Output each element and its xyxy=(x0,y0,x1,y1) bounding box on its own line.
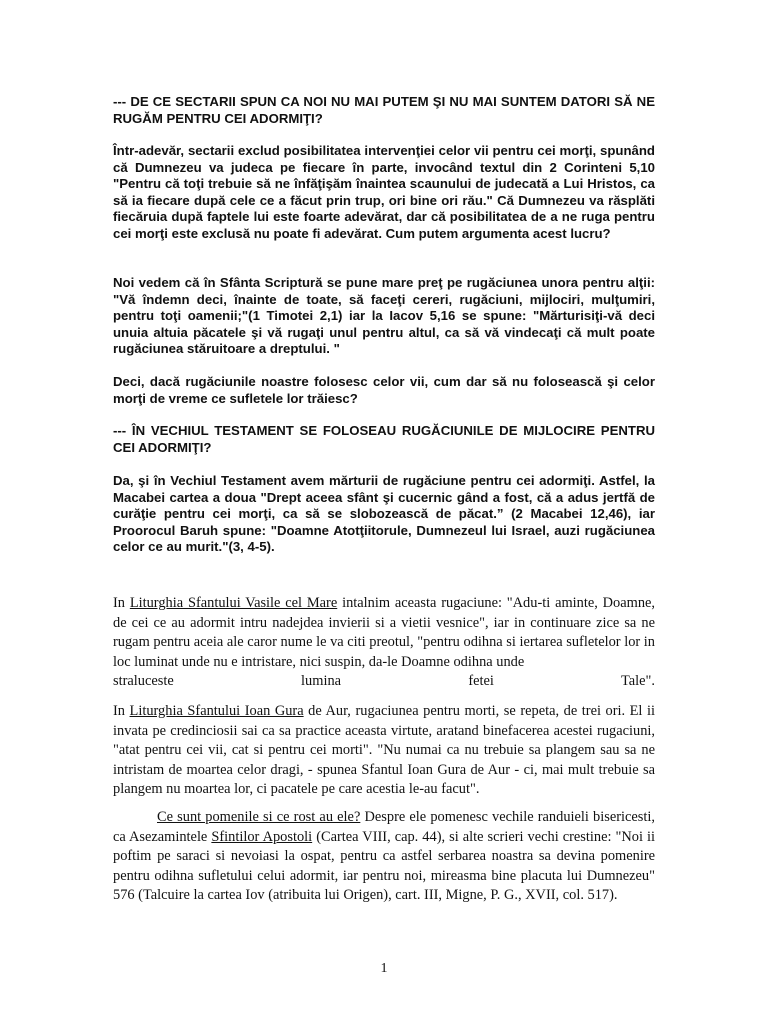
paragraph-liturgy-john: In Liturghia Sfantului Ioan Gura de Aur, rugaciunea pentru morti, se repeta, de trei ori. El ii invata pe credinciosii sai ca sa practice aceasta virtute, aratand binefacerea acestei rugaciuni, "atat pentru cei vii, cat si pentru cei morti". "Nu numai ca nu trebuie sa plangem sau sa ne intristam de moartea celor dragi, - spunea Sfantul Ioan Gura de Aur - ci, mai mult trebuie sa plangem nu moartea lor, ci pacatele pe care acestia le-au facut". xyxy=(113,703,655,798)
heading-sectarians-question: --- DE CE SECTARII SPUN CA NOI NU MAI PUTEM ŞI NU MAI SUNTEM DATORI SĂ NE RUGĂM PENTRU CEI ADORMIŢI? xyxy=(113,94,655,126)
link-liturgy-basil[interactable]: Liturghia Sfantului Vasile cel Mare xyxy=(129,595,338,611)
link-holy-apostles[interactable]: Sfintilor Apostoli xyxy=(211,828,313,845)
paragraph-living-and-dead: Deci, dacă rugăciunile noastre folosesc celor vii, cum dar să nu folosească şi celor morţi de vreme ce sufletele lor trăiesc? xyxy=(113,374,655,406)
link-liturgy-john[interactable]: Liturghia Sfantului Ioan Gura xyxy=(129,703,304,719)
paragraph-alms: Ce sunt pomenile si ce rost au ele? Despre ele pomenesc vechile randuieli bisericesti, ca Asezamintele Sfintilor Apostoli (Cartea VIII, cap. 44), si alte scrieri vechi crestine: "Noi ii poftim pe saraci si nevoiasi la ospat, pentru ca astfel serbarea noastra sa devina pomenire pentru odihna sufletului celui adormit, iar pentru noi, mireasma bine placuta lui Dumnezeu" 576 (Talcuire la cartea Iov (atribuita lui Origen), cart. III, Migne, P. G., XVII, col. 517). xyxy=(113,809,655,904)
paragraph-old-testament-answer: Da, şi în Vechiul Testament avem mărturii de rugăciune pentru cei adormiţi. Astfel, la Macabei cartea a doua "Drept aceea sfânt şi cucernic gând a fost, că a adus jertfă de curăţie pentru cei morţi, ca să se slobozească de păcat.” (2 Macabei 12,46), iar Proorocul Baruh spune: "Doamne Atotţiitorule, Dumnezeul lui Israel, auzi rugăciunea celor ce au murit."(3, 4-5). xyxy=(113,473,655,554)
page-number: 1 xyxy=(380,961,388,976)
paragraph-sectarians-argument: Într-adevăr, sectarii exclud posibilitatea intervenţiei celor vii pentru cei morţi, spunând că Dumnezeu va judeca pe fiecare în parte, invocând textul din 2 Corinteni 5,10 "Pentru că toţi trebuie să ne înfăţişăm înaintea scaunului de judecată a Lui Hristos, ca să ia fiecare după cele ce a făcut prin trup, ori bine ori rău." Că Dumnezeu va răsplăti fiecăruia după faptele lui este foarte adevărat, dar că posibilitatea de a ne ruga pentru cei morţi este exclusă nu poate fi adevărat. Cum putem argumenta acest lucru? xyxy=(113,143,655,241)
paragraph-scripture-prayer: Noi vedem că în Sfânta Scriptură se pune mare preţ pe rugăciunea unora pentru alţii: "Vă îndemn deci, înainte de toate, să faceţi cereri, rugăciuni, mijlociri, mulţumiri, pentru toţi oamenii;"(1 Timotei 2,1) iar la Iacov 5,16 se spune: "Mărturisiţi-vă deci unuia altuia păcatele şi vă rugaţi unul pentru altul, ca să vă vindecaţi că mult poate rugăciunea stăruitoare a dreptului. " xyxy=(113,275,655,356)
paragraph-liturgy-basil-last-line: straluceste lumina fetei Tale". xyxy=(113,673,655,690)
paragraph-liturgy-basil: In Liturghia Sfantului Vasile cel Mare intalnim aceasta rugaciune: "Adu-ti aminte, Doamne, de cei ce au adormit intru nadejdea invierii si a vietii vesnice", iar in continuare zice sa ne rugam pentru aceia ale caror nume le va citi preotul, "pentru odihna si iertarea sufletelor lor in loc luminat unde nu e intristare, nici suspin, da-le Doamne odihna unde straluceste lumina fetei Tale". xyxy=(113,594,655,692)
heading-old-testament-question: --- ÎN VECHIUL TESTAMENT SE FOLOSEAU RUGĂCIUNILE DE MIJLOCIRE PENTRU CEI ADORMIŢI? xyxy=(113,423,655,455)
link-alms-question[interactable]: Ce sunt pomenile si ce rost au ele? xyxy=(157,809,361,825)
